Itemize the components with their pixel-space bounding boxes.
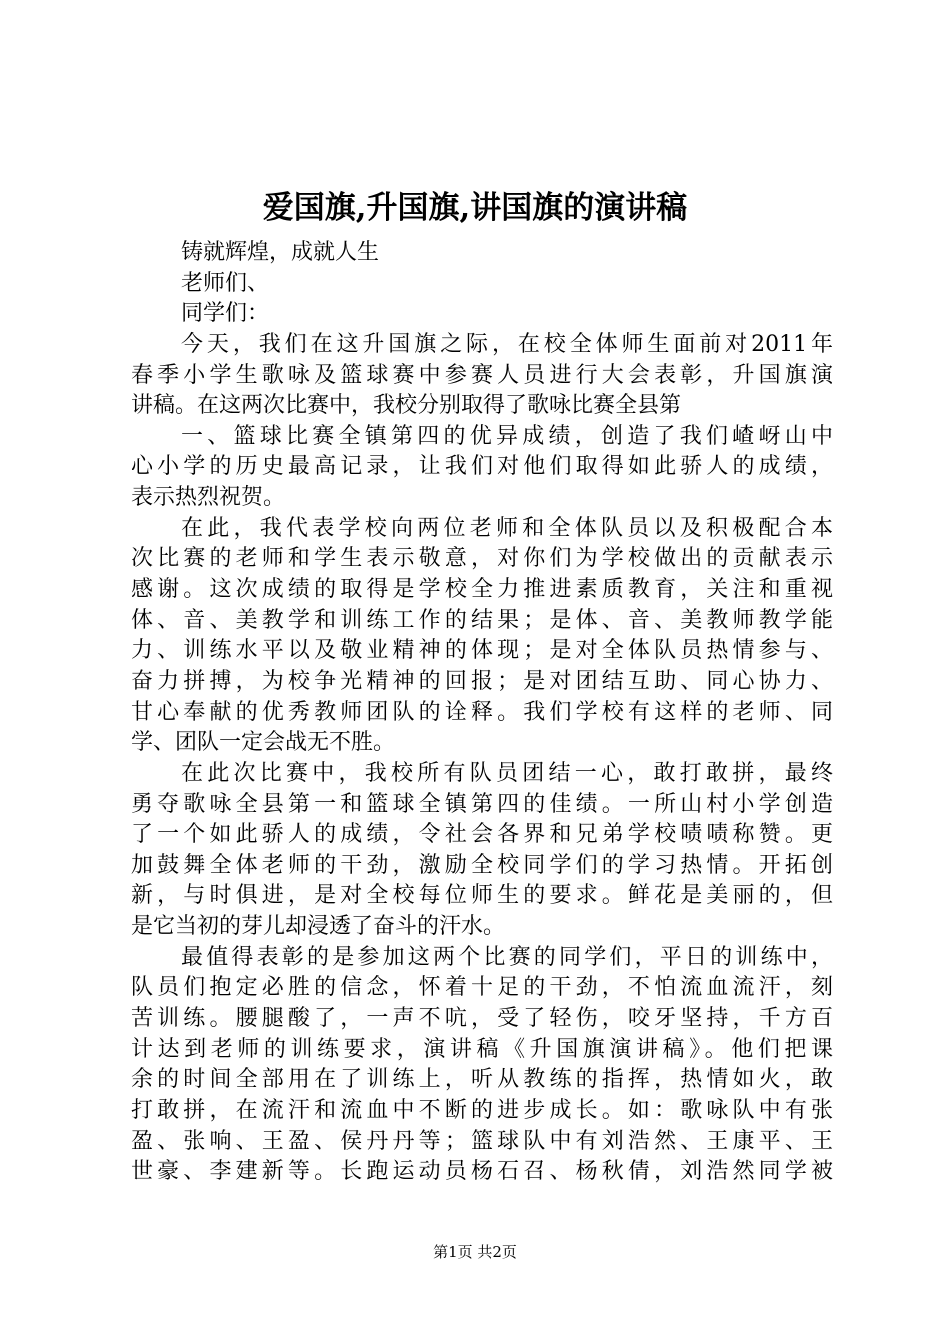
text-line: 打敢拼，在流汗和流血中不断的进步成长。如：歌咏队中有张 <box>131 1097 833 1123</box>
text-line: 心小学的历史最高记录，让我们对他们取得如此骄人的成绩， <box>131 454 833 480</box>
text-line: 计达到老师的训练要求，演讲稿《升国旗演讲稿》。他们把课 <box>131 1036 833 1062</box>
text-line: 甘心奉献的优秀教师团队的诠释。我们学校有这样的老师、同 <box>131 699 833 725</box>
document-body <box>131 238 833 1188</box>
text-line: 老师们、 <box>181 270 270 296</box>
text-line: 铸就辉煌，成就人生 <box>181 240 380 265</box>
text-line: 勇夺歌咏全县第一和篮球全镇第四的佳绩。一所山村小学创造 <box>131 791 833 817</box>
text-line: 了一个如此骄人的成绩，令社会各界和兄弟学校啧啧称赞。更 <box>131 822 833 848</box>
text-line: 次比赛的老师和学生表示敬意，对你们为学校做出的贡献表示 <box>131 546 833 572</box>
page-footer: 第1页 共2页 <box>433 1243 517 1261</box>
text-line: 新，与时俱进，是对全校每位师生的要求。鲜花是美丽的，但 <box>131 883 833 909</box>
text-line: 一、篮球比赛全镇第四的优异成绩，创造了我们嵖岈山中 <box>181 423 833 449</box>
text-line: 今天，我们在这升国旗之际，在校全体师生面前对2011年 <box>181 331 833 357</box>
text-line: 苦训练。腰腿酸了，一声不吭，受了轻伤，咬牙坚持，千方百 <box>131 1006 833 1032</box>
text-line: 盈、张响、王盈、侯丹丹等；篮球队中有刘浩然、王康平、王 <box>131 1128 833 1154</box>
text-line: 最值得表彰的是参加这两个比赛的同学们，平日的训练中， <box>181 944 833 970</box>
text-line: 是它当初的芽儿却浸透了奋斗的汗水。 <box>131 914 506 940</box>
text-line: 在此，我代表学校向两位老师和全体队员以及积极配合本 <box>181 515 833 541</box>
text-line: 表示热烈祝贺。 <box>131 485 286 511</box>
text-line: 春季小学生歌咏及篮球赛中参赛人员进行大会表彰，升国旗演 <box>131 362 833 388</box>
text-line: 队员们抱定必胜的信念，怀着十足的干劲，不怕流血流汗，刻 <box>131 975 833 1001</box>
text-line: 世豪、李建新等。长跑运动员杨石召、杨秋倩，刘浩然同学被 <box>131 1159 833 1185</box>
document-title: 爱国旗,升国旗,讲国旗的演讲稿 <box>262 190 688 226</box>
text-line: 讲稿。在这两次比赛中，我校分别取得了歌咏比赛全县第 <box>131 393 682 419</box>
text-line: 加鼓舞全体老师的干劲，激励全校同学们的学习热情。开拓创 <box>131 852 833 878</box>
text-line: 同学们： <box>181 301 270 327</box>
text-line: 在此次比赛中，我校所有队员团结一心，敢打敢拼，最终 <box>181 760 833 786</box>
text-line: 奋力拼搏，为校争光精神的回报；是对团结互助、同心协力、 <box>131 668 833 694</box>
text-line: 体、音、美教学和训练工作的结果；是体、音、美教师教学能 <box>131 607 833 633</box>
text-line: 力、训练水平以及敬业精神的体现；是对全体队员热情参与、 <box>131 638 833 664</box>
text-line: 感谢。这次成绩的取得是学校全力推进素质教育，关注和重视 <box>131 577 833 603</box>
text-line: 余的时间全部用在了训练上，听从教练的指挥，热情如火，敢 <box>131 1067 833 1093</box>
text-line: 学、团队一定会战无不胜。 <box>131 730 396 756</box>
